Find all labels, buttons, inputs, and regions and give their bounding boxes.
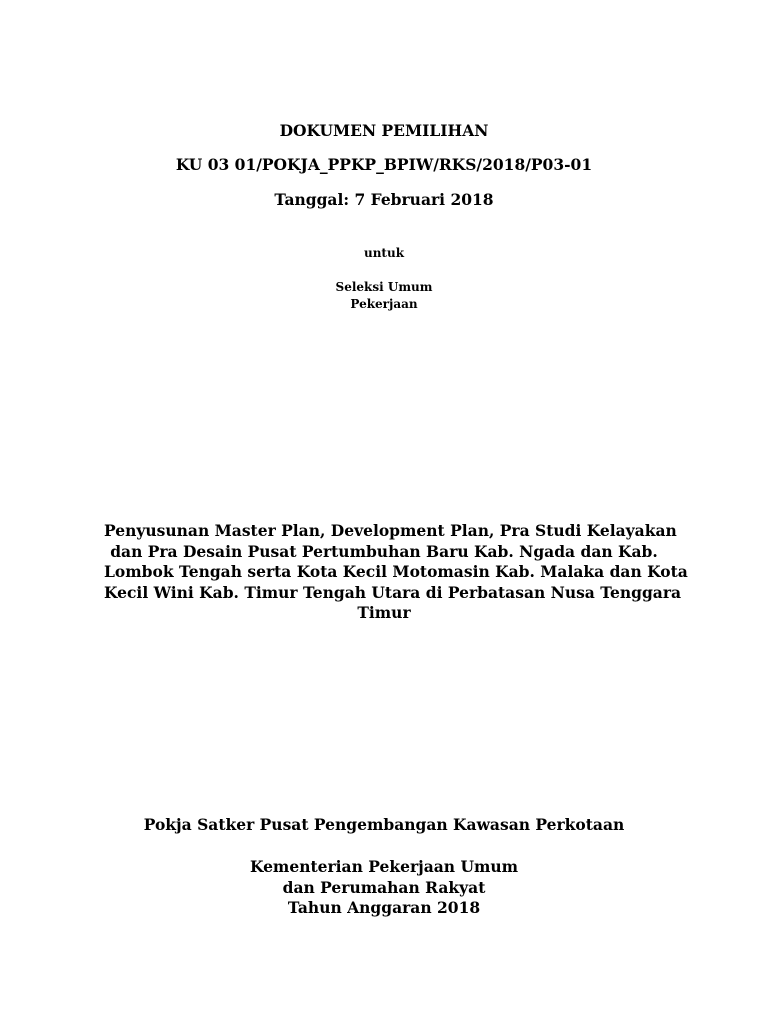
ministry-name-line2: dan Perumahan Rakyat xyxy=(282,878,486,897)
project-title-line: Penyusunan Master Plan, Development Plan, Pra Studi Kelayakan xyxy=(104,521,677,540)
for-label: untuk xyxy=(363,246,405,260)
project-title-line: dan Pra Desain Pusat Pertumbuhan Baru Kab. Ngada dan Kab. xyxy=(110,541,658,561)
work-label: Pekerjaan xyxy=(350,297,418,311)
document-reference-number: KU 03 01/POKJA_PPKP_BPIW/RKS/2018/P03-01 xyxy=(175,155,593,174)
document-title: DOKUMEN PEMILIHAN xyxy=(279,121,489,140)
pokja-name: Pokja Satker Pusat Pengembangan Kawasan Perkotaan xyxy=(143,815,625,834)
project-title-line: Kecil Wini Kab. Timur Tengah Utara di Perbatasan Nusa Tenggara xyxy=(104,582,682,602)
project-title-line: Timur xyxy=(357,603,411,622)
fiscal-year: Tahun Anggaran 2018 xyxy=(287,898,481,917)
document-date: Tanggal: 7 Februari 2018 xyxy=(274,190,494,209)
project-title-line: Lombok Tengah serta Kota Kecil Motomasin Kab. Malaka dan Kota xyxy=(104,562,688,581)
ministry-name-line1: Kementerian Pekerjaan Umum xyxy=(249,857,519,876)
selection-type: Seleksi Umum xyxy=(335,280,433,294)
project-title xyxy=(104,521,688,624)
